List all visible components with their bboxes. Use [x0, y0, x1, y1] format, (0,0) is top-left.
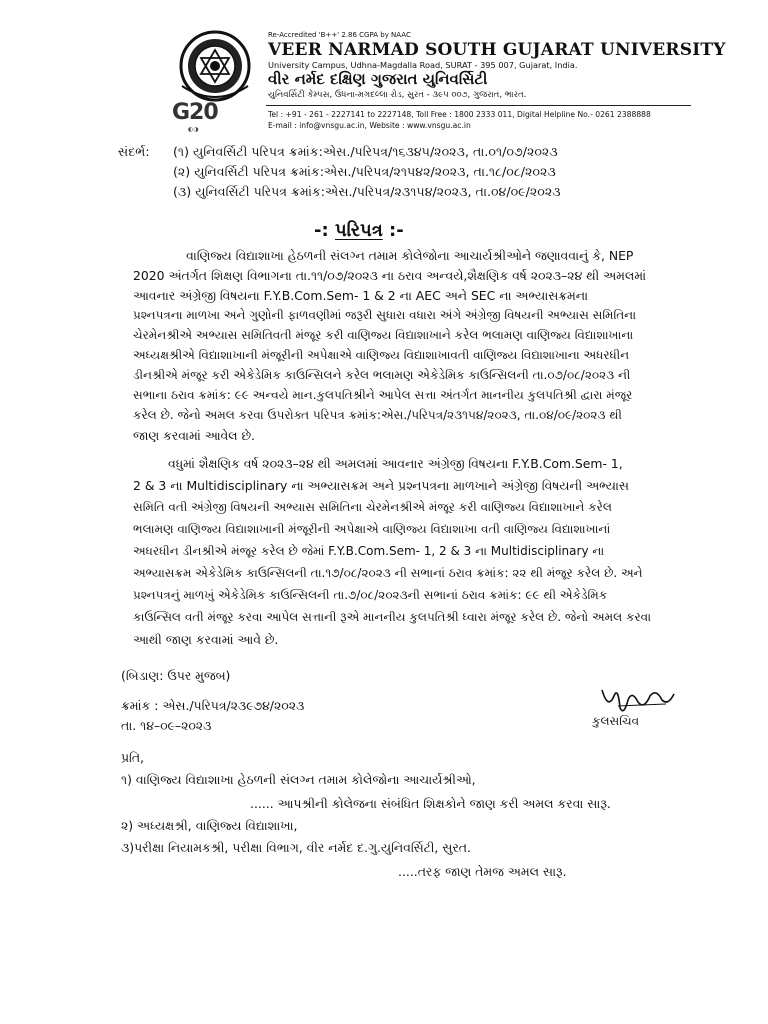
enclosure-note: (બિડાણ: ઉપર મુજબ)	[121, 668, 231, 683]
paragraph2-line: સમિતિ વતી અંગ્રેજી વિષયની અભ્યાસ સમિતિના ચેરમેનશ્રીએ મંજૂર કરી વાણિજ્ય વિદ્યાશાખાને કરેલ	[133, 500, 612, 514]
paragraph1-line: સભાના ઠરાવ ક્રમાંક: ૯૯ અન્વયે માન.કુલપતિશ્રીને આપેલ સત્તા અંતર્ગત માનનીય કુલપતિશ્રી દ્વારા મંજૂર	[133, 388, 633, 402]
recipient-line: ૩)પરીક્ષા નિયામકશ્રી, પરીક્ષા વિભાગ, વીર નર્મદ દ.ગુ.યુનિવર્સિટી, સુરત.	[121, 840, 471, 855]
paragraph2-line: ભલામણ વાણિજ્ય વિદ્યાશાખાની મંજૂરીની અપેક્ષાએ વાણિજ્ય વિદ્યાશાખા વતી વાણિજ્ય વિદ્યાશાખાનાં	[133, 522, 611, 536]
paragraph2-line: અધરધીન ડીનશ્રીએ મંજૂર કરેલ છે જેમાં F.Y.B.Com.Sem- 1, 2 & 3 ના Multidisciplinary ના	[133, 544, 605, 558]
paragraph1-line: 2020 અંતર્ગત શિક્ષણ વિભાગના તા.૧૧/૦૭/૨૦૨૩ ના ઠરાવ અન્વયે,શૈક્ષણિક વર્ષ ૨૦૨૩–૨૪ થી અમલમાં	[133, 268, 647, 283]
paragraph1-line: ચેરમેનશ્રીએ અભ્યાસ સમિતિવતી મંજૂર કરી વાણિજ્ય વિદ્યાશાખાને કરેલ ભલામણ વાણિજ્ય વિદ્યાશાખાના	[133, 328, 634, 342]
reference-item: (૩) યુનિવર્સિટી પરિપત્ર ક્રમાંક:એસ./પરિપત્ર/૨૩૧૫૪/૨૦૨૩, તા.૦૪/૦૯/૨૦૨૩	[173, 184, 561, 199]
references-label: સંદર્ભ:	[118, 144, 150, 159]
circular-title	[314, 220, 404, 241]
paragraph2-line: પ્રશ્નપત્રનું માળખું એકેડેમિક કાઉન્સિલની તા.૭/૦૮/૨૦૨૩ની સભાનાં ઠરાવ ક્રમાંક: ૯૯ થી એકેડેમિક	[133, 588, 608, 602]
paragraph1-line: પ્રશ્નપત્રના માળખા અને ગુણોની ફાળવણીમાં જરૂરી સુધારા વધારા અંગે અંગ્રેજી વિષયની અભ્યાસ સમિતિના	[133, 308, 637, 322]
paragraph1-line: ડીનશ્રીએ મંજૂર કરી એકેડેમિક કાઉન્સિલને કરેલ ભલામણ એકેડેમિક કાઉન્સિલની તા.૦૭/૦૮/૨૦૨૩ ની	[133, 368, 631, 382]
paragraph2-line: કાઉન્સિલ વતી મંજૂર કરવા આપેલ સત્તાની રૂએ માનનીય કુલપતિશ્રી ધ્વારા મંજૂર કરેલ છે. જેનો અમલ કરવા	[133, 610, 652, 624]
title-suffix: :-	[389, 220, 404, 241]
recipients-label: પ્રતિ,	[121, 750, 144, 765]
title-word: પરિપત્ર	[334, 220, 383, 241]
paragraph2-line: વધુમાં શૈક્ષણિક વર્ષ ૨૦૨૩–૨૪ થી અમલમાં આવનાર અંગ્રેજી વિષયના F.Y.B.Com.Sem- 1,	[168, 456, 623, 471]
recipient-line: .....તરફ જાણ તેમજ અમલ સારૂ.	[398, 864, 567, 879]
recipient-line: ૧) વાણિજ્ય વિદ્યાશાખા હેઠળની સંલગ્ન તમામ કોલેજોના આચાર્યશ્રીઓ,	[121, 772, 476, 787]
paragraph1-line: આવનાર અંગ્રેજી વિષયના F.Y.B.Com.Sem- 1 & 2 ના AEC અને SEC ના અભ્યાસક્રમના	[133, 288, 589, 303]
recipient-line: ...... આપશ્રીની કોલેજના સંબંધિત શિક્ષકોને જાણ કરી અમલ કરવા સારૂ.	[250, 796, 611, 811]
order-date: તા. ૧૪–૦૯–૨૦૨૩	[121, 718, 212, 733]
university-name-en: VEER NARMAD SOUTH GUJARAT UNIVERSITY	[268, 40, 726, 60]
paragraph2-line: આથી જાણ કરવામાં આવે છે.	[133, 632, 279, 647]
paragraph1-line: જાણ કરવામાં આવેલ છે.	[133, 428, 255, 443]
university-seal-icon	[168, 28, 263, 106]
g20-logo: G20	[172, 100, 218, 125]
reference-item: (૧) યુનિવર્સિટી પરિપત્ર ક્રમાંક:એસ./પરિપત્ર/૧૬૩૪૫/૨૦૨૩, તા.૦૧/૦૭/૨૦૨૩	[173, 144, 558, 159]
letterhead-divider	[266, 105, 691, 106]
email-line: E-mail : info@vnsgu.ac.in, Website : www.vnsgu.ac.in	[268, 121, 471, 130]
address-gu: યુનિવર્સિટી કેમ્પસ, ઉધના-મગદલ્લા રોડ, સુરત - ૩૯૫ ૦૦૭, ગુજરાત, ભારત.	[268, 90, 527, 100]
paragraph1-line: વાણિજ્ય વિદ્યાશાખા હેઠળની સંલગ્ન તમામ કોલેજોના આચાર્યશ્રીઓને જણાવવાનું કે, NEP	[186, 248, 634, 263]
paragraph1-line: કરેલ છે. જેનો અમલ કરવા ઉપરોક્ત પરિપત્ર ક્રમાંક:એસ./પરિપત્ર/૨૩૧૫૪/૨૦૨૩, તા.૦૪/૦૯/૨૦૨૩ થી	[133, 408, 622, 422]
accreditation-text: Re-Accredited 'B++' 2.86 CGPA by NAAC	[268, 31, 411, 39]
paragraph2-line: અભ્યાસક્રમ એકેડેમિક કાઉન્સિલની તા.૧૭/૦૮/૨૦૨૩ ની સભાનાં ઠરાવ ક્રમાંક: ૨૨ થી મંજૂર કરેલ છે. અને	[133, 566, 643, 580]
phone-line: Tel : +91 - 261 - 2227141 to 2227148, Toll Free : 1800 2333 011, Digital Helpline No.- 0261 2388888	[268, 110, 651, 119]
paragraph1-line: અધ્યક્ષશ્રીએ વિદ્યાશાખાની મંજૂરીની અપેક્ષાએ વાણિજ્ય વિદ્યાશાખાવતી વાણિજ્ય વિદ્યાશાખાના અધરધીન	[133, 348, 630, 362]
paragraph2-line: 2 & 3 ના Multidisciplinary ના અભ્યાસક્રમ અને પ્રશ્નપત્રના માળખાને અંગ્રેજી વિષયની અભ્યાસ	[133, 478, 629, 493]
title-prefix: -:	[314, 220, 329, 241]
order-number: ક્રમાંક : એસ./પરિપત્ર/૨૩૯૭૪/૨૦૨૩	[121, 698, 305, 713]
address-en: University Campus, Udhna-Magdalla Road, SURAT - 395 007, Gujarat, India.	[268, 60, 578, 70]
recipient-line: ૨) અધ્યક્ષશ્રી, વાણિજ્ય વિદ્યાશાખા,	[121, 818, 298, 833]
university-name-gu: વીર નર્મદ દક્ષિણ ગુજરાત યુનિવર્સિટી	[268, 70, 488, 88]
g20-logo-subtext: ◐◑	[188, 126, 199, 133]
registrar-title: કુલસચિવ	[592, 714, 640, 728]
reference-item: (૨) યુનિવર્સિટી પરિપત્ર ક્રમાંક:એસ./પરિપત્ર/૨૧૫૪૨/૨૦૨૩, તા.૧૮/૦૮/૨૦૨૩	[173, 164, 556, 179]
